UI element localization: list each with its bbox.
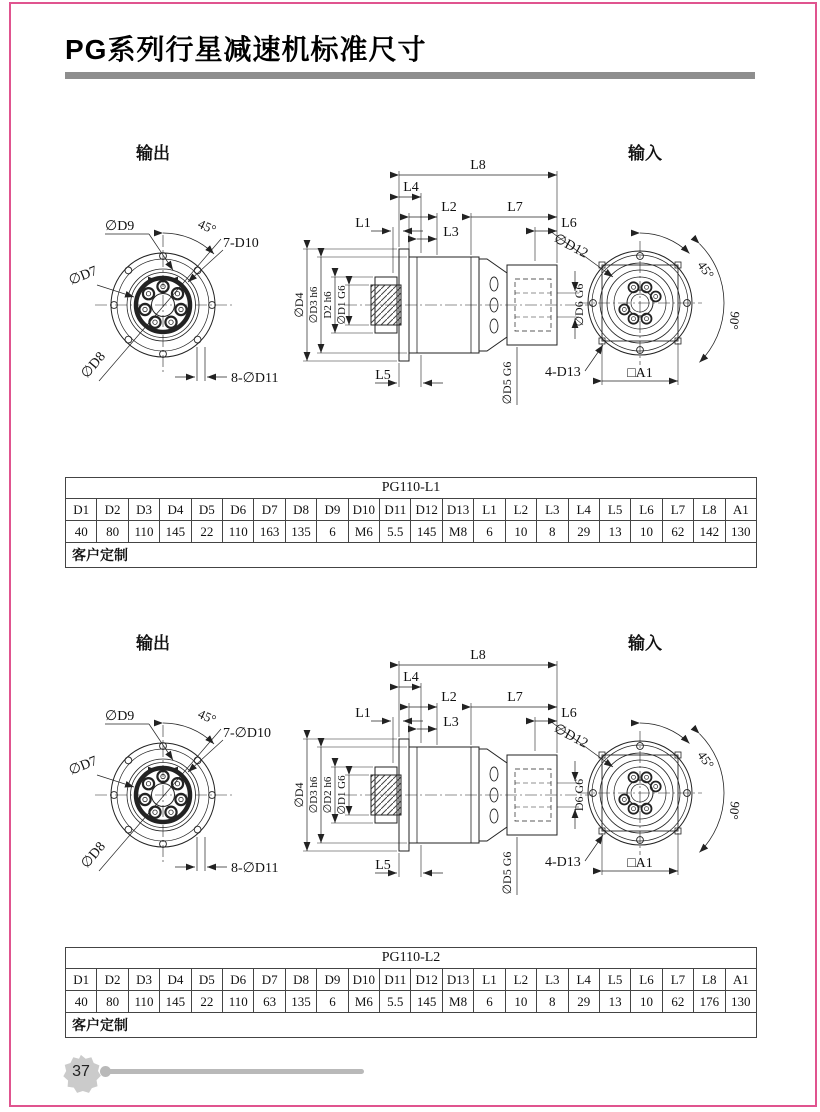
dim-d8: ∅D8 [78,349,109,382]
table-cell: 5.5 [380,521,411,543]
table-cell: 5.5 [380,991,411,1013]
table-cell: 40 [66,521,97,543]
table-cell: 10 [505,991,536,1013]
table-cell: M8 [442,521,473,543]
table-cell: L2 [505,499,536,521]
table-cell: D6 [223,499,254,521]
table-cell: D6 [223,969,254,991]
dim-d1: ∅D1 G6 [336,775,348,815]
title-underline-bar [65,72,755,79]
dim-angle-45-in: 45° [694,258,718,282]
table-cell: D1 [66,969,97,991]
dim-d4: ∅D4 [292,782,306,808]
table-header-row [66,969,757,991]
spec-table-2 [65,947,757,1038]
table-cell: 110 [128,521,159,543]
dim-d9: ∅D9 [105,709,135,724]
table-cell: A1 [725,969,756,991]
dim-l4: L4 [403,180,419,195]
table-cell: 22 [191,991,222,1013]
dim-angle-90: 90° [726,800,743,821]
dim-angle-45: 45° [195,216,219,238]
table-cell: D11 [380,499,411,521]
table-cell: 135 [285,991,316,1013]
table-cell: L3 [537,499,568,521]
table-cell: 145 [411,991,442,1013]
dim-d8: ∅D8 [78,839,109,872]
output-view-label: 输出 [136,634,170,653]
dim-d3: ∅D3 h6 [308,286,320,324]
dim-d5: ∅D5 G6 [500,361,514,405]
table-cell: L1 [474,499,505,521]
table-cell: D4 [160,969,191,991]
table-cell: 80 [97,991,128,1013]
dim-d12: ∅D12 [551,721,591,752]
table-cell: D7 [254,499,285,521]
dim-l3: L3 [443,715,459,730]
table-cell: D10 [348,499,379,521]
table-title: PG110-L1 [66,478,757,499]
table-cell: 10 [631,991,662,1013]
dim-a1: □A1 [627,366,653,381]
table-cell: L3 [537,969,568,991]
dim-4-d13: 4-D13 [545,855,581,870]
table-value-row [66,991,757,1013]
output-view-label: 输出 [136,144,170,163]
table-cell: 135 [285,521,316,543]
dim-angle-45: 45° [195,706,219,728]
page-title: PG系列行星减速机标准尺寸 [65,34,427,65]
table-value-row [66,521,757,543]
table-cell: 110 [128,991,159,1013]
table-cell: D3 [128,499,159,521]
dim-d12: ∅D12 [551,231,591,262]
dim-l7: L7 [507,200,523,215]
dim-l2: L2 [441,690,457,705]
table-cell: L6 [631,969,662,991]
table-header-row [66,499,757,521]
table-cell: D2 [97,499,128,521]
dim-d1: ∅D1 G6 [336,285,348,325]
table-cell: 6 [317,521,348,543]
table-cell: L2 [505,969,536,991]
side-section-view [345,739,593,851]
table-cell: 145 [411,521,442,543]
drawing-section-2 [45,623,775,913]
table-cell: D11 [380,969,411,991]
dim-7-d10: 7-∅D10 [223,726,271,741]
table-cell: L5 [599,499,630,521]
table-cell: 6 [317,991,348,1013]
dim-8-d11: 8-∅D11 [231,371,279,386]
dim-8-d11: 8-∅D11 [231,861,279,876]
drawing-section-1 [45,133,775,423]
table-cell: 63 [254,991,285,1013]
table-cell: L6 [631,499,662,521]
table-cell: D1 [66,499,97,521]
input-flange-view [578,731,702,855]
dim-l6: L6 [561,216,577,231]
table-cell: 29 [568,521,599,543]
table-cell: 130 [725,521,756,543]
table-cell: D13 [442,969,473,991]
dim-d4: ∅D4 [292,292,306,318]
table-cell: 110 [223,521,254,543]
table-cell: 145 [160,521,191,543]
table-cell: 110 [223,991,254,1013]
table-footer-note: 客户定制 [66,543,757,568]
dim-l4: L4 [403,670,419,685]
table-cell: 176 [694,991,725,1013]
table-cell: D5 [191,969,222,991]
table-cell: 145 [160,991,191,1013]
table-cell: D13 [442,499,473,521]
footer-line [106,1069,364,1074]
dim-d7: ∅D7 [66,263,100,289]
dim-l1: L1 [355,216,371,231]
table-cell: 8 [537,521,568,543]
dim-l6: L6 [561,706,577,721]
dim-l8: L8 [470,158,486,173]
dim-l2: L2 [441,200,457,215]
dim-d5: ∅D5 G6 [500,851,514,895]
dim-l5: L5 [375,368,391,383]
table-cell: 8 [537,991,568,1013]
table-cell: 142 [694,521,725,543]
table-cell: 163 [254,521,285,543]
input-view-label: 输入 [628,144,662,163]
dim-l7: L7 [507,690,523,705]
table-cell: D4 [160,499,191,521]
dim-l1: L1 [355,706,371,721]
table-cell: L7 [662,969,693,991]
table-cell: 80 [97,521,128,543]
table-cell: 22 [191,521,222,543]
table-cell: D8 [285,499,316,521]
table-cell: D5 [191,499,222,521]
dim-l5: L5 [375,858,391,873]
dim-angle-90: 90° [726,310,743,331]
table-cell: L8 [694,499,725,521]
spec-table-1 [65,477,757,568]
table-cell: M8 [442,991,473,1013]
input-view-label: 输入 [628,634,662,653]
table-cell: D10 [348,969,379,991]
table-cell: M6 [348,521,379,543]
table-footer-note: 客户定制 [66,1013,757,1038]
table-cell: 13 [599,521,630,543]
table-cell: D12 [411,969,442,991]
table-cell: D9 [317,499,348,521]
input-flange-view [578,241,702,365]
dim-d6: ∅D6 G6 [572,283,586,327]
dim-l8: L8 [470,648,486,663]
dim-d9: ∅D9 [105,219,135,234]
table-cell: 10 [505,521,536,543]
table-cell: L5 [599,969,630,991]
dim-d2: D2 h6 [322,291,334,319]
table-cell: L7 [662,499,693,521]
table-cell: M6 [348,991,379,1013]
table-cell: L8 [694,969,725,991]
dim-l3: L3 [443,225,459,240]
dim-a1: □A1 [627,856,653,871]
table-cell: L1 [474,969,505,991]
table-cell: 6 [474,521,505,543]
page-number: 37 [72,1063,90,1080]
table-cell: L4 [568,969,599,991]
table-title: PG110-L2 [66,948,757,969]
dim-4-d13: 4-D13 [545,365,581,380]
table-cell: D9 [317,969,348,991]
table-cell: 62 [662,521,693,543]
table-cell: D3 [128,969,159,991]
table-cell: 6 [474,991,505,1013]
table-cell: 10 [631,521,662,543]
table-cell: 13 [599,991,630,1013]
table-cell: 62 [662,991,693,1013]
dim-d3: ∅D3 h6 [308,776,320,814]
table-cell: D12 [411,499,442,521]
table-cell: L4 [568,499,599,521]
table-cell: 130 [725,991,756,1013]
table-cell: 29 [568,991,599,1013]
dim-d2: ∅D2 h6 [322,776,334,814]
table-cell: D7 [254,969,285,991]
dim-d7: ∅D7 [66,753,100,779]
table-cell: 40 [66,991,97,1013]
table-cell: A1 [725,499,756,521]
table-cell: D8 [285,969,316,991]
dim-7-d10: 7-D10 [223,236,259,251]
table-cell: D2 [97,969,128,991]
dim-angle-45-in: 45° [694,748,718,772]
dim-d6: D6 G6 [572,778,586,812]
side-section-view [345,249,593,361]
